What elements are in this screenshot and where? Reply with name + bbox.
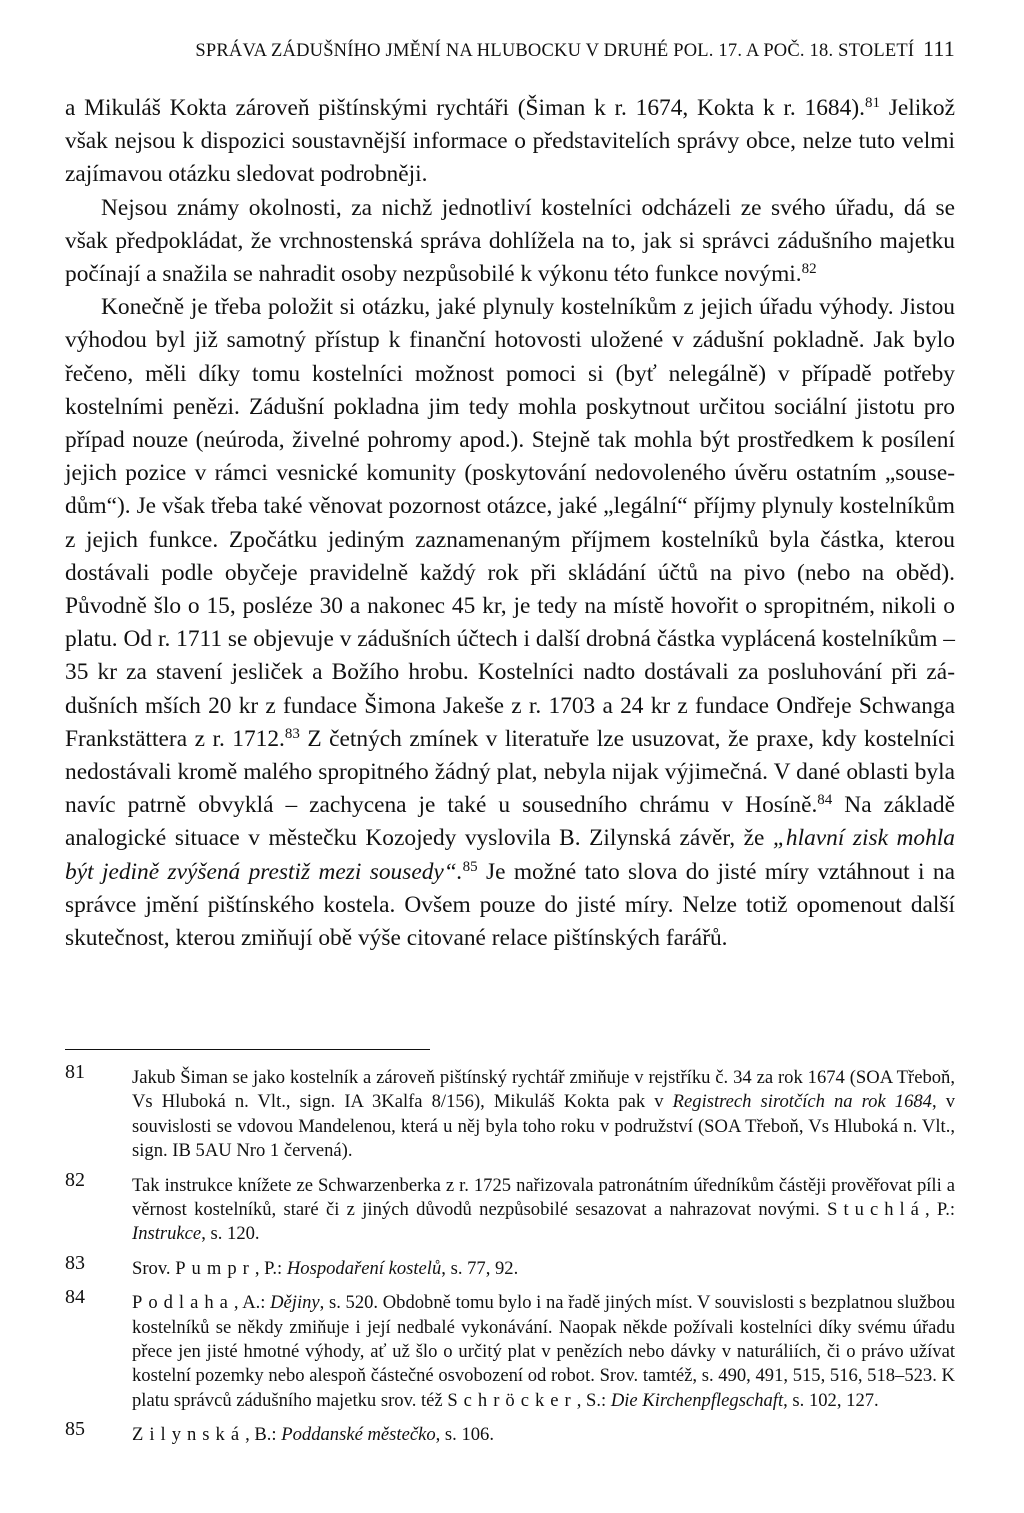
page-number: 111 [923,36,955,61]
italic-quote: „hlavní zisk mohla být jedině zvýšená prestiž mezi sousedy“. [65,825,956,885]
footnote-number: 85 [65,1418,85,1441]
paragraph-text: Na základě analogické situace v městečku Kozojedy vyslovila B. Zilynská závěr, že [65,792,955,852]
footnote-author: Pumpr [175,1257,255,1279]
footnote-text: , s. 106. [435,1424,494,1446]
footnote-85 [65,1418,955,1447]
paragraph-2 [65,192,955,292]
footnote-number: 81 [65,1061,85,1083]
footnote-title: Hospodaření kostelů [286,1257,442,1279]
footnote-author: Podlaha [132,1292,234,1314]
footnote-83 [65,1251,955,1281]
footnote-ref-84: 84 [817,792,833,809]
footnote-text: , s. 120. [201,1223,260,1245]
footnote-divider [65,1049,430,1050]
footnote-text: Tak instrukce knížete ze Schwarzenberka z r. 1725 nařizovala patronátním úředníkům částěji prověřovat píli a věrnost kostelníků, staré či z jiných důvodů nezpůsobilé sesazovat a nahrazovat novými. [132,1174,955,1221]
footnote-title: Die Kirchenpflegschaft [610,1389,784,1411]
footnotes [65,1061,956,1458]
running-header [145,36,955,62]
paragraph-text: Je možné tato slova do jisté míry vztáhnout i na správce jmění pištínského kostela. Ovšem pouze do jisté míry. Nelze totiž opomenout další skutečnost, kterou zmiňují obě výše citované relace pištínských farářů. [65,858,956,952]
footnote-ref-83: 83 [284,725,300,742]
main-text [65,92,955,955]
footnote-text: , s. 520. Obdobně tomu bylo i na řadě jiných míst. V souvislosti s bezplatnou službou kostelníků se někdy zmiňuje i její nedbalé vykonávání. Naopak někde požívali kostelníci díky svému úřadu přece jen jisté hmotné výhody, ať už šlo o určitý plat v penězích nebo dávky v naturáliích, či o právo užívat kostelní pozemky nebo alespoň částečné osvobození od robot. Srov. tamtéž, s. 490, 491, 515, 516, 518–523. K platu správců zádušního majetku srov. též [132,1292,955,1411]
footnote-title: Poddanské městečko [281,1424,436,1446]
paragraph-text: Jelikož však nejsou k dispozici soustavnější informace o představitelích správy obce, nelze tuto velmi zajímavou otázku sledovat podrobněji. [65,95,955,188]
footnote-84 [65,1286,955,1413]
footnote-number: 83 [65,1251,85,1274]
footnote-number: 84 [65,1286,85,1309]
footnote-ref-82: 82 [801,261,817,278]
footnote-text: Srov. [132,1257,176,1279]
footnote-text: , S.: [576,1389,611,1411]
footnote-text: , s. 102, 127. [783,1389,879,1411]
footnote-text: , P.: [924,1199,956,1221]
footnote-title: Registrech sirotčích na rok 1684 [672,1091,932,1113]
paragraph-3 [65,291,955,955]
paragraph-text: Nejsou známy okolnosti, za nichž jednotliví kostelníci odcházeli ze svého úřadu, dá se však předpokládat, že vrchnostenská správa dohlížela na to, jak si správci zádušního majetku počínají a snažila se nahradit osoby nezpůsobilé k výkonu této funkce novými. [65,194,955,288]
footnote-text: , s. 77, 92. [441,1257,519,1279]
footnote-author: Zilynská [132,1424,246,1446]
footnote-text: , v souvislosti se vdovou Mandelenou, která u něj byla toho roku v podružství (SOA Třeboň, Vs Hluboká n. Vlt., sign. IB 5AU Nro 1 červená). [132,1091,955,1162]
footnote-text: , A.: [233,1292,271,1314]
footnote-text: , P.: [254,1257,287,1279]
paragraph-text: Konečně je třeba položit si otázku, jaké plynuly kostelníkům z jejich úřadu výhody. Jistou výhodou byl již samotný přístup k finanční hotovosti uložené v zádušní pokladně. Jak bylo řečeno, měli díky tomu kostelníci možnost pomoci si (byť nelegálně) v případě potřeby kostelními penězi. Zádušní pokladna jim tedy mohla poskytnout určitou sociální jistotu pro případ nouze (neúroda, živelné pohromy apod.). Stejně tak mohla být prostředkem k posílení jejich pozice v rámci vesnické komunity (poskytování nedovoleného úvěru ostatním „sousedům“). Je však třeba také věnovat pozornost otázce, jaké „legální“ příjmy plynuly kostelníkům z jejich funkce. Zpočátku jediným zaznamenaným příjmem kostelníků byla částka, kterou dostávali podle obyčeje pravidelně každý rok při skládání účtů na pivo (nebo na oběd). Původně šlo o 15, posléze 30 a nakonec 45 kr, je tedy na místě hovořit o spropitném, nikoli o platu. Od r. 1711 se objevuje v zádušních účtech i další drobná částka vyplácená kostelníkům – 35 kr za stavení jesliček a Božího hrobu. Kostelníci nadto dostávali za posluhování při zádušních mších 20 kr z fundace Šimona Jakeše z r. 1703 a 24 kr z fundace Ondřeje Schwanga Frankstättera z r. 1712. [65,294,955,752]
footnote-number: 82 [65,1168,85,1191]
footnote-title: Dějiny [270,1292,320,1314]
paragraph-1 [65,92,955,192]
footnote-author: Stuchlá [827,1199,925,1221]
footnote-author: Schröcker [447,1389,577,1411]
paragraph-text: Z četných zmínek v literatuře lze usuzovat, že praxe, kdy kostelníci nedostávali kromě malého spropitného žádný plat, nebyla nijak výjimečná. V dané oblasti byla navíc patrně obvyklá – zachycena je také u sousedního chrámu v Hosíně. [65,725,955,819]
footnote-text: Jakub Šiman se jako kostelník a zároveň pištínský rychtář zmiňuje v rejstříku č. 34 za rok 1674 (SOA Třeboň, Vs Hluboká n. Vlt., sign. IA 3Kalfa 8/156), Mikuláš Kokta pak v [132,1067,955,1113]
running-title: SPRÁVA ZÁDUŠNÍHO JMĚNÍ NA HLUBOCKU V DRUHÉ POL. 17. A POČ. 18. STOLETÍ [195,41,915,61]
footnote-ref-85: 85 [462,858,478,875]
paragraph-text: a Mikuláš Kokta zároveň pištínskými rychtáři (Šiman k r. 1674, Kokta k r. 1684). [65,95,865,121]
footnote-ref-81: 81 [864,95,880,111]
footnote-text: , B.: [245,1424,282,1446]
footnote-82 [65,1168,956,1247]
footnote-81 [65,1061,955,1164]
footnote-title: Instrukce [132,1223,202,1245]
